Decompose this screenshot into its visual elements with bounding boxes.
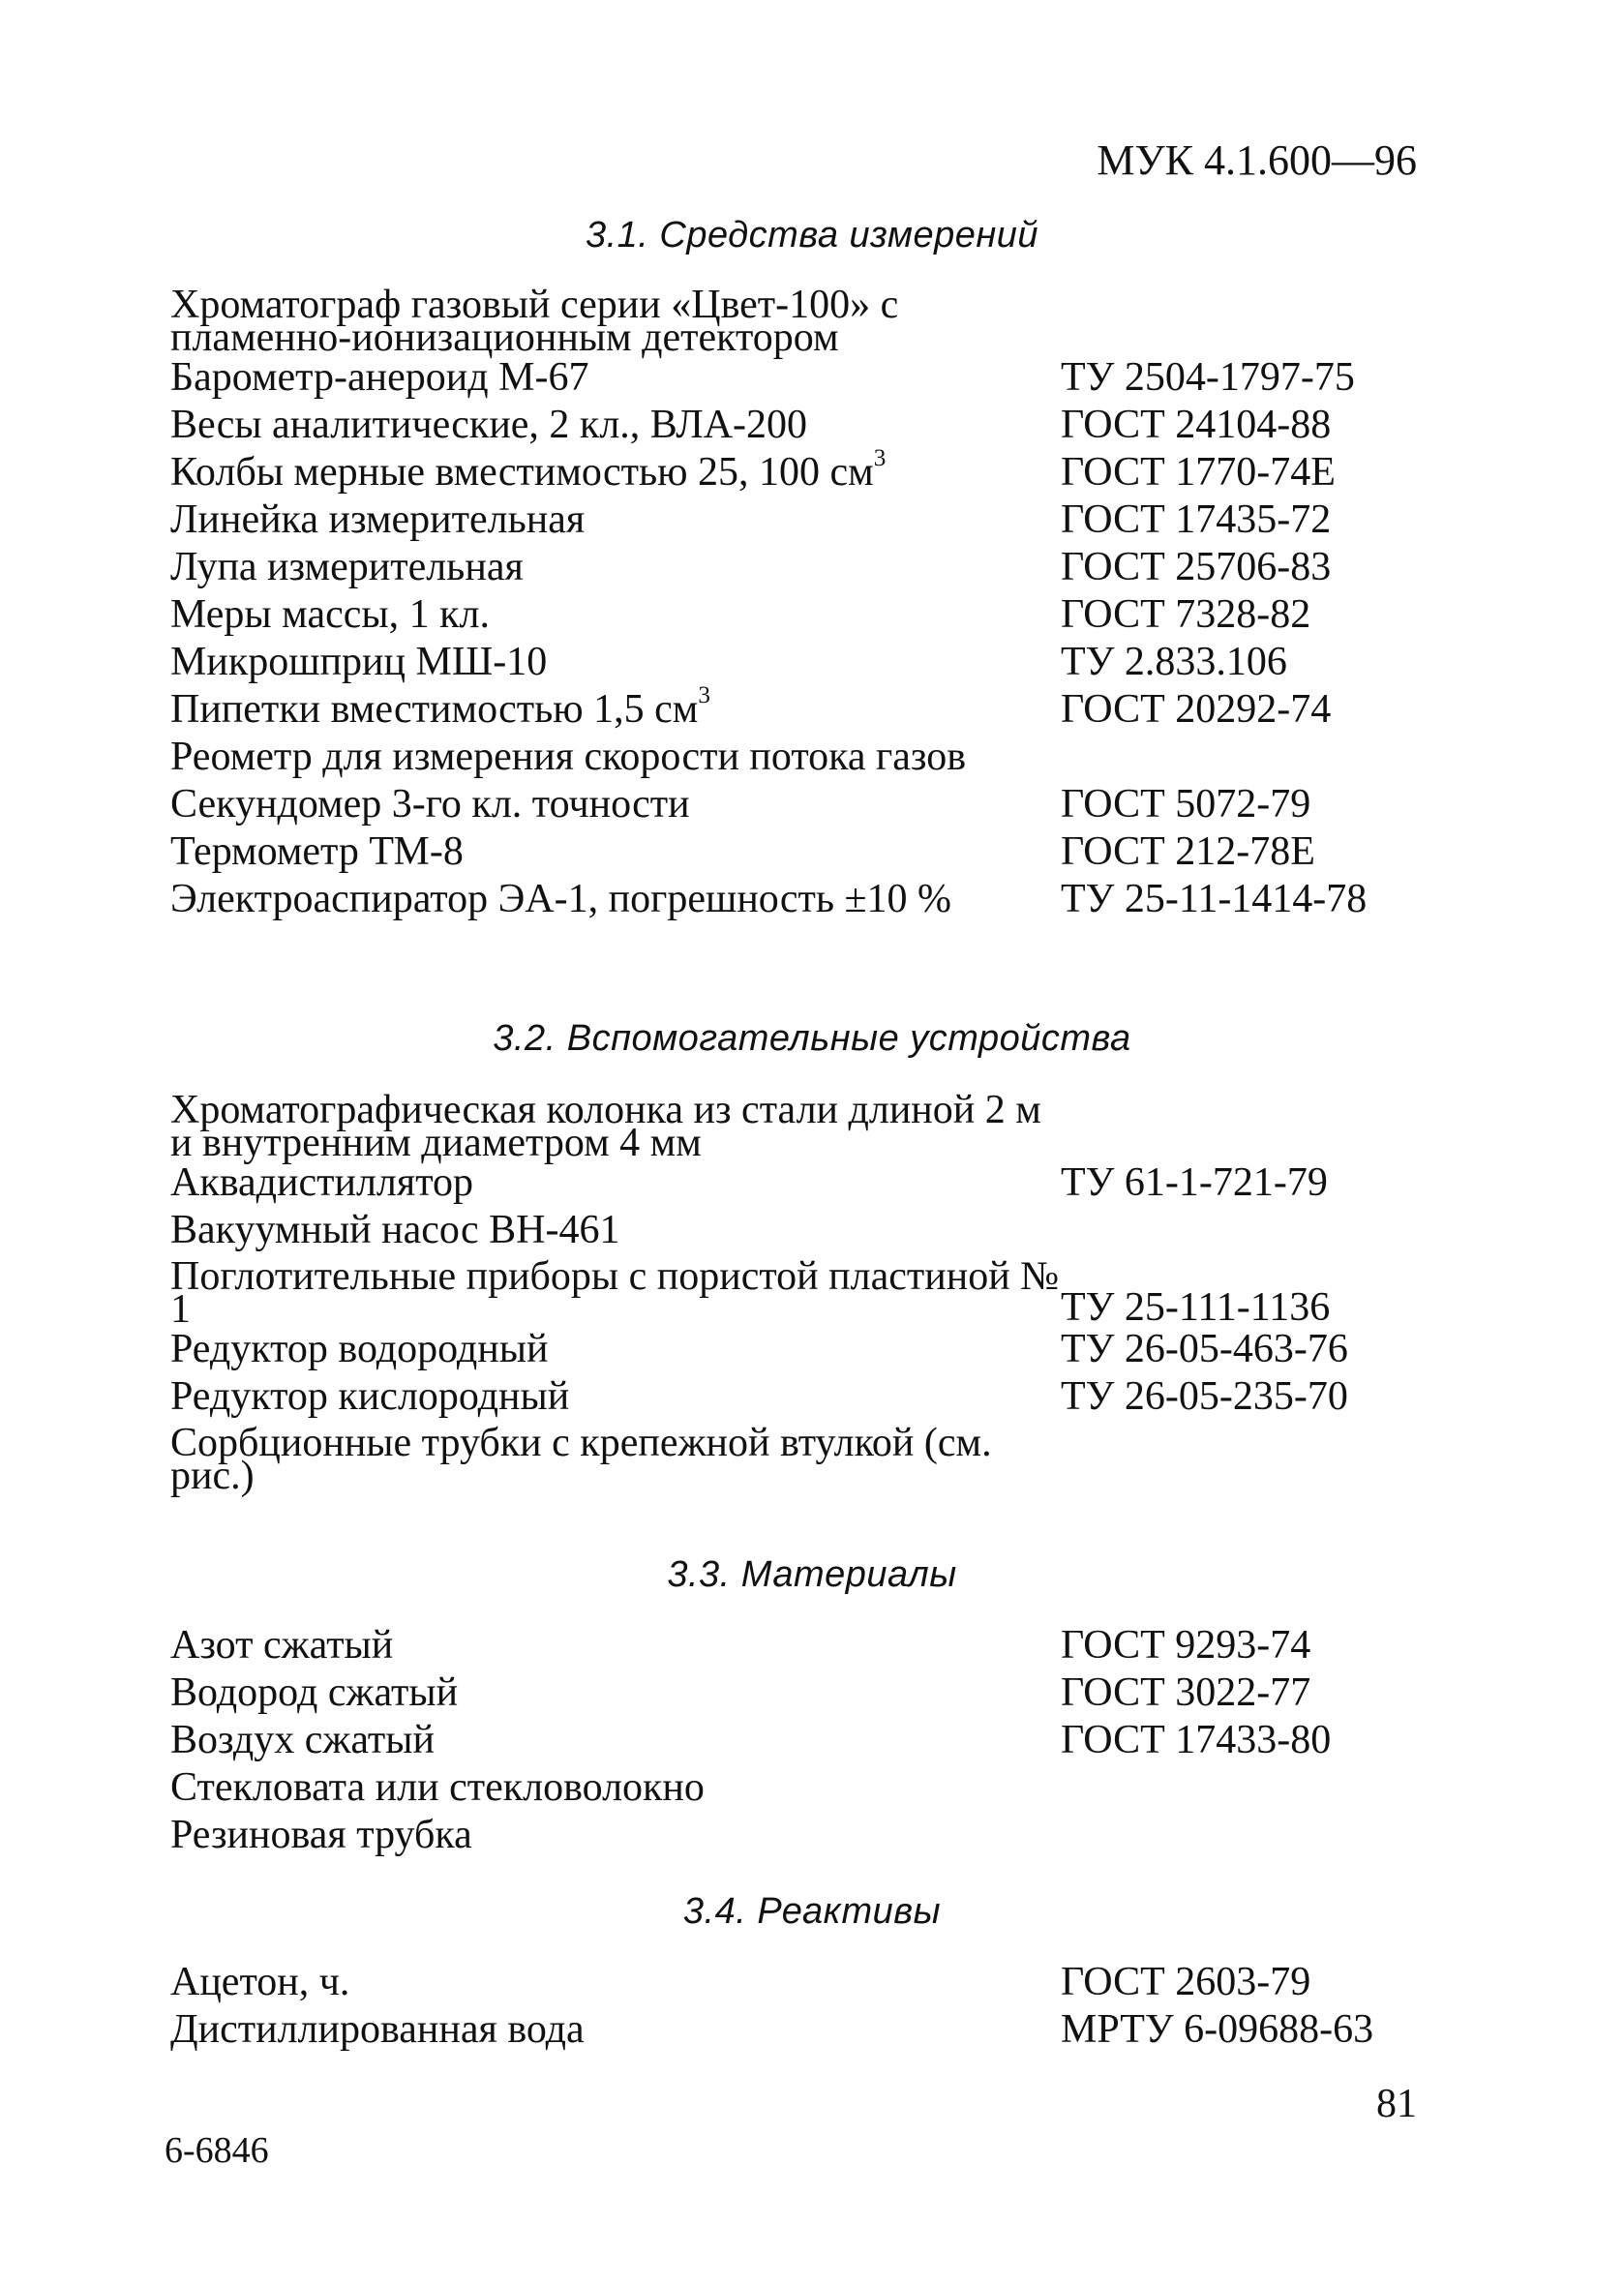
list-item [170, 1669, 1429, 1717]
item-standard: ГОСТ 17435-72 [1061, 497, 1332, 542]
list-item [170, 496, 1429, 544]
list-item [170, 1421, 1429, 1498]
item-standard: ГОСТ 17433-80 [1061, 1718, 1332, 1762]
list-auxiliary-devices [170, 1088, 1429, 1498]
section-title-reagents: 3.4. Реактивы [682, 1891, 942, 1932]
section-title-auxiliary-devices: 3.2. Вспомогательные устройства [493, 1018, 1131, 1059]
list-item [170, 354, 1429, 402]
list-reagents [170, 1959, 1429, 2054]
item-standard: ТУ 2504-1797-75 [1061, 355, 1355, 400]
document-code: МУК 4.1.600—96 [1097, 136, 1417, 184]
item-superscript: 3 [698, 681, 710, 708]
item-name: Редуктор кислородный [170, 1374, 570, 1419]
list-item [170, 639, 1429, 686]
item-standard: ГОСТ 212-78Е [1061, 829, 1315, 874]
list-item [170, 1812, 1429, 1859]
item-name: Барометр-анероид М-67 [170, 355, 589, 400]
page-number: 81 [1376, 2082, 1417, 2126]
list-item [170, 1959, 1429, 2006]
item-name: Хроматографическая колонка из стали длиной 2 м и внутренним диаметром 4 мм [170, 1088, 1041, 1165]
item-standard: ГОСТ 9293-74 [1061, 1623, 1311, 1668]
list-item [170, 734, 1429, 781]
list-item [170, 444, 1429, 496]
list-item [170, 402, 1429, 449]
item-standard: ТУ 26-05-463-76 [1061, 1327, 1348, 1371]
list-item [170, 876, 1429, 923]
section-title-materials: 3.3. Материалы [667, 1554, 957, 1595]
item-name: Лупа измерительная [170, 545, 524, 589]
item-standard: ТУ 26-05-235-70 [1061, 1374, 1348, 1419]
list-item [170, 1254, 1429, 1332]
item-standard: ГОСТ 7328-82 [1061, 592, 1311, 637]
item-standard: ТУ 25-111-1136 [1061, 1285, 1331, 1330]
item-standard: ГОСТ 5072-79 [1061, 782, 1311, 827]
list-item [170, 1622, 1429, 1669]
item-name: Секундомер 3-го кл. точности [170, 782, 690, 827]
item-name: Электроаспиратор ЭА-1, погрешность ±10 % [170, 877, 952, 921]
list-item [170, 1207, 1429, 1254]
item-standard: ТУ 2.833.106 [1061, 640, 1287, 684]
item-name: Хроматограф газовый серии «Цвет-100» с пламенно-ионизационным детектором [170, 283, 899, 360]
item-name: Ацетон, ч. [170, 1960, 350, 2004]
item-standard: ГОСТ 1770-74Е [1061, 450, 1336, 495]
item-standard: ТУ 61-1-721-79 [1061, 1160, 1328, 1205]
list-item [170, 1088, 1429, 1165]
list-item [170, 283, 1429, 360]
item-standard: ГОСТ 24104-88 [1061, 403, 1332, 447]
list-measuring-instruments [170, 283, 1429, 923]
item-name: Воздух сжатый [170, 1718, 435, 1762]
list-item [170, 781, 1429, 828]
list-materials [170, 1622, 1429, 1859]
item-name: Дистиллированная вода [170, 2007, 585, 2052]
item-name: Термометр ТМ-8 [170, 829, 464, 874]
list-item [170, 591, 1429, 639]
item-standard: ГОСТ 20292-74 [1061, 687, 1332, 732]
item-name: Реометр для измерения скорости потока газов [170, 735, 967, 779]
list-item [170, 1159, 1429, 1207]
item-name: Сорбционные трубки с крепежной втулкой (см. рис.) [170, 1421, 992, 1498]
item-standard: ГОСТ 25706-83 [1061, 545, 1332, 589]
item-superscript: 3 [873, 444, 887, 471]
item-name: Вакуумный насос ВН-461 [170, 1208, 620, 1252]
printing-order-code: 6-6846 [165, 2130, 269, 2171]
item-name: Колбы мерные вместимостью 25, 100 см [170, 450, 874, 495]
list-item [170, 1326, 1429, 1373]
item-standard: ГОСТ 2603-79 [1061, 1960, 1311, 2004]
item-standard: ГОСТ 3022-77 [1061, 1670, 1311, 1715]
item-standard: МРТУ 6-09688-63 [1061, 2007, 1374, 2052]
item-name: Весы аналитические, 2 кл., ВЛА-200 [170, 403, 808, 447]
item-name: Редуктор водородный [170, 1327, 549, 1371]
item-name: Аквадистиллятор [170, 1160, 474, 1205]
section-title-measuring-instruments: 3.1. Средства измерений [585, 215, 1039, 256]
item-name: Резиновая трубка [170, 1813, 472, 1857]
list-item [170, 1717, 1429, 1764]
item-name: Водород сжатый [170, 1670, 459, 1715]
list-item [170, 1764, 1429, 1812]
list-item [170, 828, 1429, 876]
item-name: Микрошприц МШ-10 [170, 640, 548, 684]
item-name: Меры массы, 1 кл. [170, 592, 490, 637]
list-item [170, 544, 1429, 591]
item-name: Пипетки вместимостью 1,5 см [170, 687, 699, 732]
item-name: Поглотительные приборы с пористой пластиной № 1 [170, 1254, 1060, 1332]
item-name: Линейка измерительная [170, 497, 586, 542]
list-item [170, 1373, 1429, 1421]
item-name: Азот сжатый [170, 1623, 394, 1668]
item-standard: ТУ 25-11-1414-78 [1061, 877, 1368, 921]
list-item [170, 681, 1429, 734]
item-name: Стекловата или стекловолокно [170, 1765, 705, 1810]
list-item [170, 2006, 1429, 2054]
